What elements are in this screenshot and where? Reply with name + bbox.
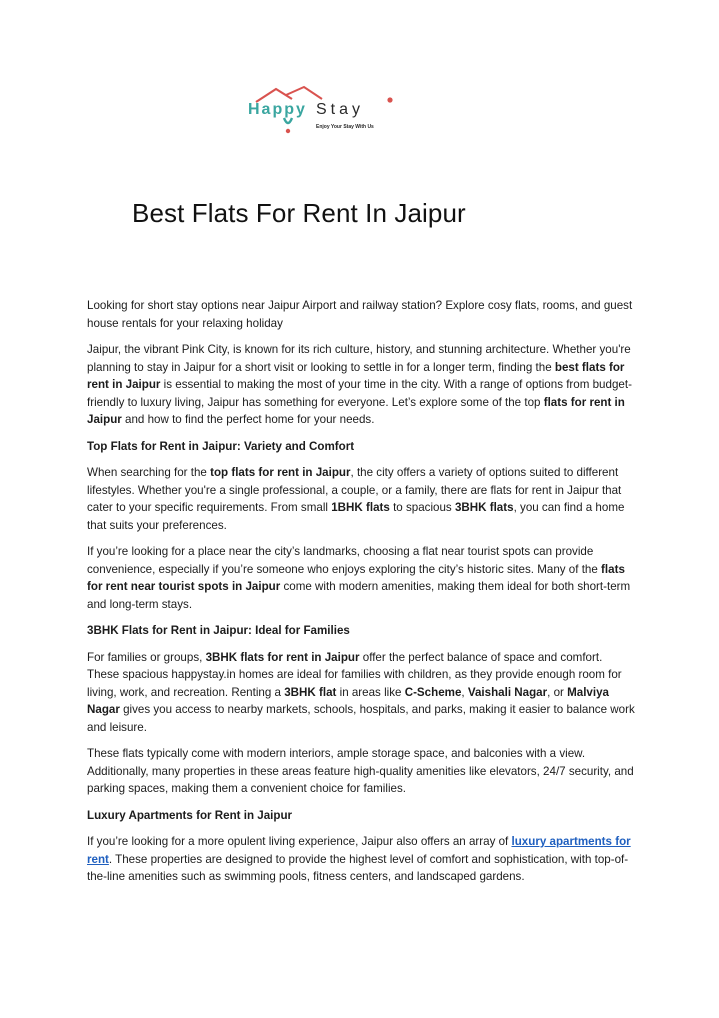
paragraph-families: For families or groups, 3BHK flats for rent in Jaipur offer the perfect balance of space and comfort. These spacious happystay.in homes are ideal for families with children, as they provide enough room for living, work, and recreation. Renting a 3BHK flat in areas like C-Scheme, Vaishali Nagar, or Malviya Nagar gives you access to nearby markets, schools, hospitals, and parks, making it easier to balance work and leisure. [87, 650, 635, 734]
keyword-best-flats: best flats for rent in Jaipur [87, 360, 625, 391]
section-heading-3bhk: 3BHK Flats for Rent in Jaipur: Ideal for Families [87, 624, 350, 637]
happystay-logo [246, 84, 394, 136]
smile-icon [284, 118, 292, 123]
paragraph-luxury: If you’re looking for a more opulent living experience, Jaipur also offers an array of luxury apartments for rent. These properties are designed to provide the highest level of comfort and sophistication, with top-of-the-line amenities such as swimming pools, fitness centers, and landscaped gardens. [87, 835, 631, 883]
paragraph-interiors: These flats typically come with modern interiors, ample storage space, and balconies with a view. Additionally, many properties in these areas feature high-quality amenities like elevators, 24/7 security, and parking spaces, making them a convenient choice for families. [87, 747, 634, 795]
logo-tagline: Enjoy Your Stay With Us [316, 124, 374, 130]
article-body [87, 297, 635, 895]
paragraph-landmarks: If you’re looking for a place near the city’s landmarks, choosing a flat near tourist spots can provide convenience, especially if you’re someone who enjoys exploring the city’s historic sites. Many of the flats for rent near tourist spots in Jaipur come with modern amenities, making them ideal for both short-term and long-term stays. [87, 545, 631, 611]
page-title: Best Flats For Rent In Jaipur [132, 198, 466, 228]
location-pin-icon [387, 97, 392, 102]
luxury-apartments-link[interactable]: luxury apartments for rent [87, 835, 631, 866]
logo-brand-happy: Happy [248, 101, 307, 118]
section-heading-luxury: Luxury Apartments for Rent in Jaipur [87, 808, 293, 822]
keyword-flats-for-rent: flats for rent in Jaipur [87, 395, 625, 426]
intro-paragraph: Looking for short stay options near Jaipur Airport and railway station? Explore cosy flats, rooms, and guest house rentals for your relaxing holiday [87, 299, 633, 330]
paragraph-jaipur-overview: Jaipur, the vibrant Pink City, is known for its rich culture, history, and stunning architecture. Whether you're planning to stay in Jaipur for a short visit or looking to settle in for a longer term, finding the best flats for rent in Jaipur is essential to making the most of your time in the city. With a range of options from budget-friendly to luxury living, Jaipur has something for everyone. Let’s explore some of the top flats for rent in Jaipur and how to find the perfect home for your needs. [87, 343, 632, 426]
logo-brand-stay: Stay [316, 101, 365, 118]
paragraph-variety: When searching for the top flats for rent in Jaipur, the city offers a variety of options suited to different lifestyles. Whether you're a single professional, a couple, or a family, there are flats for rent in Jaipur that cater to your specific requirements. From small 1BHK flats to spacious 3BHK flats, you can find a home that suits your preferences. [87, 466, 625, 532]
section-heading-top-flats: Top Flats for Rent in Jaipur: Variety and Comfort [87, 439, 355, 453]
